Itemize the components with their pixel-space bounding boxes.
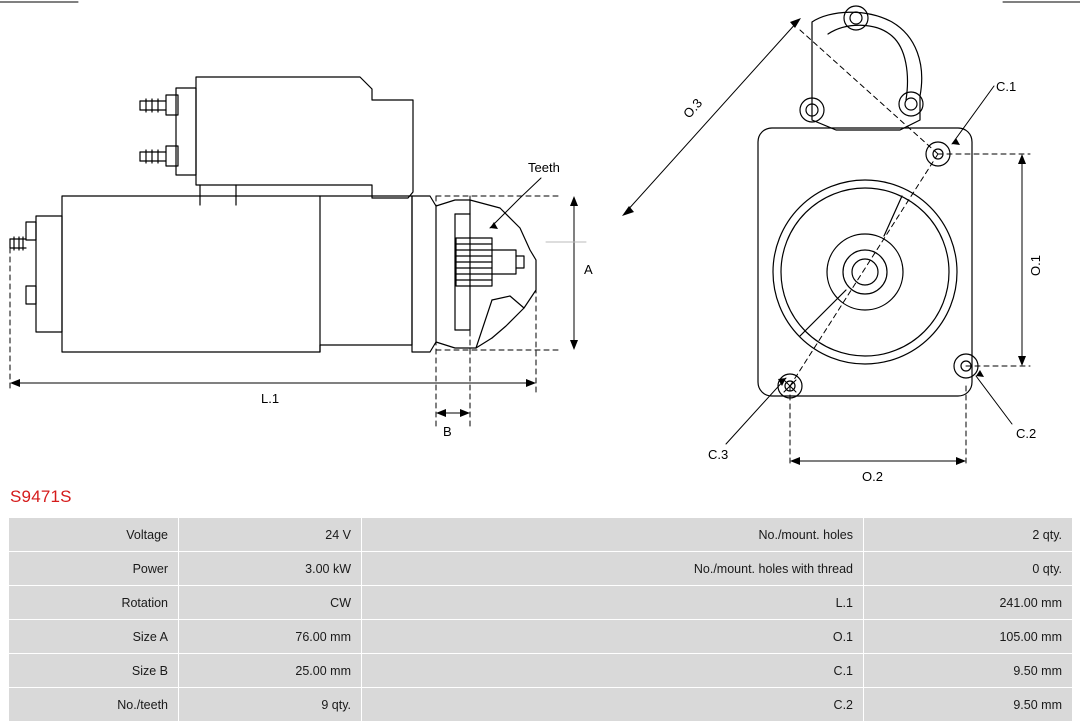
- spec-value: CW: [179, 586, 362, 620]
- spec-value: 76.00 mm: [179, 620, 362, 654]
- spec-label: Voltage: [9, 518, 179, 552]
- spec-value: 3.00 kW: [179, 552, 362, 586]
- table-row: [9, 552, 1073, 586]
- spec-label: L.1: [362, 586, 864, 620]
- table-row: [9, 688, 1073, 722]
- spec-label: O.1: [362, 620, 864, 654]
- label-a: A: [584, 262, 593, 277]
- spec-value: 2 qty.: [864, 518, 1073, 552]
- label-b: B: [443, 424, 452, 439]
- page-title: S9471S: [10, 487, 72, 506]
- spec-label: C.1: [362, 654, 864, 688]
- table-row: [9, 620, 1073, 654]
- table-row: [9, 654, 1073, 688]
- spec-label: C.2: [362, 688, 864, 722]
- label-o1: O.1: [1028, 255, 1043, 276]
- spec-label: No./mount. holes with thread: [362, 552, 864, 586]
- spec-label: Rotation: [9, 586, 179, 620]
- table-row: [9, 586, 1073, 620]
- spec-value: 105.00 mm: [864, 620, 1073, 654]
- spec-value: 241.00 mm: [864, 586, 1073, 620]
- spec-value: 0 qty.: [864, 552, 1073, 586]
- label-c3: C.3: [708, 447, 729, 462]
- label-o3: O.3: [680, 95, 706, 122]
- spec-value: 25.00 mm: [179, 654, 362, 688]
- spec-label: Size B: [9, 654, 179, 688]
- label-o2: O.2: [862, 469, 883, 484]
- spec-label: Power: [9, 552, 179, 586]
- spec-value: 9.50 mm: [864, 688, 1073, 722]
- spec-label: No./teeth: [9, 688, 179, 722]
- label-c2: C.2: [1016, 426, 1037, 441]
- table-row: [9, 518, 1073, 552]
- spec-label: Size A: [9, 620, 179, 654]
- label-l1: L.1: [261, 391, 280, 406]
- spec-value: 9 qty.: [179, 688, 362, 722]
- specifications-table: [8, 517, 1073, 722]
- spec-value: 9.50 mm: [864, 654, 1073, 688]
- spec-value: 24 V: [179, 518, 362, 552]
- label-teeth: Teeth: [528, 160, 560, 175]
- spec-label: No./mount. holes: [362, 518, 864, 552]
- label-c1: C.1: [996, 79, 1017, 94]
